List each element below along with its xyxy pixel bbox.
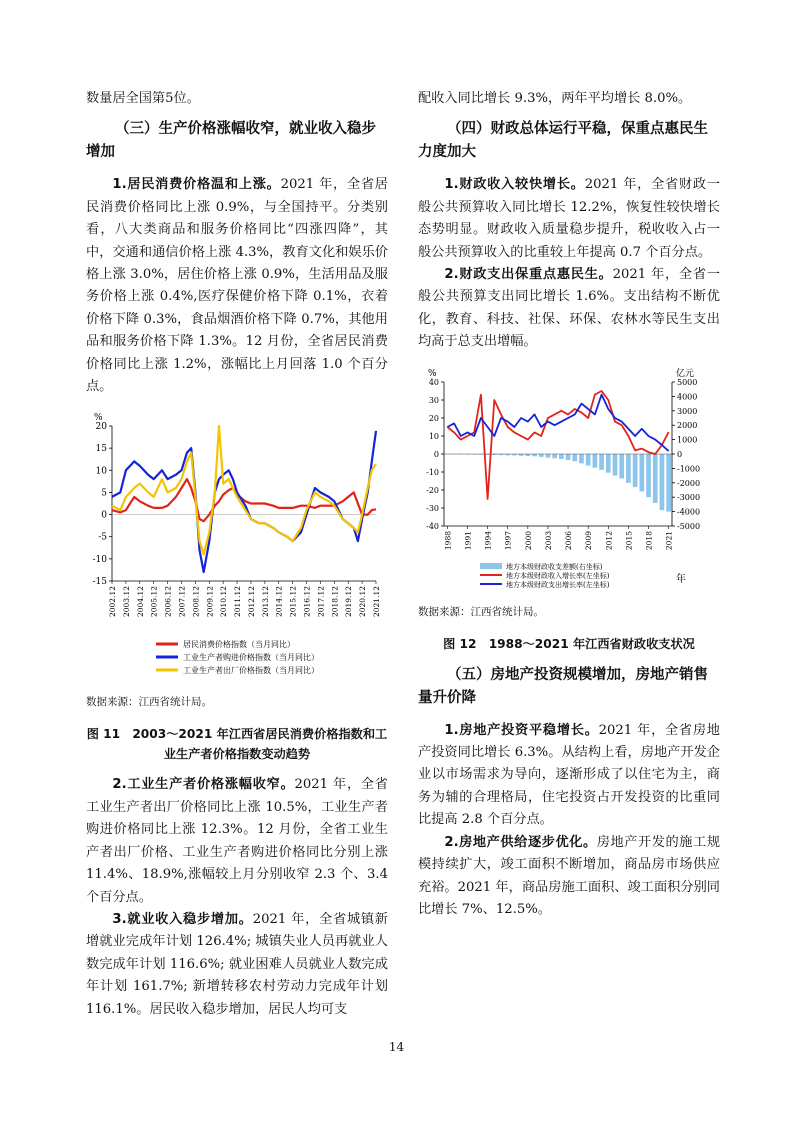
bar [633, 454, 638, 487]
x-tick-label: 2009.12 [205, 586, 215, 618]
paragraph-lead: 1.居民消费价格温和上涨。 [112, 177, 281, 193]
paragraph-body: 2021 年，全省一般公共预算支出同比增长 1.6%。支出结构不断优化，教育、科技、社保、环保、农林水等民生支出均高于总支出增幅。 [418, 267, 720, 350]
x-tick-label: 1994 [483, 530, 493, 550]
x-tick-label: 1988 [443, 530, 453, 550]
y-tick-label-left: -40 [426, 521, 439, 531]
bar [579, 454, 584, 463]
paragraph-body: 2021 年，全省城镇新增就业完成年计划 126.4%; 城镇失业人员再就业人数完成年计划 116.6%; 就业困难人员就业人数完成年计划 161.7%; 新增转移农村劳动力完成年计划 116.1%。居民收入稳步增加，居民人均可支 [86, 911, 388, 1017]
x-tick-label: 1997 [503, 530, 513, 550]
x-tick-label: 2016.12 [302, 586, 312, 618]
x-tick-label: 2021.12 [372, 586, 381, 618]
bar [606, 454, 611, 473]
paragraph-body: 2021 年，全省工业生产者出厂价格同比上涨 10.5%，工业生产者购进价格同比上涨 12.3%。12 月份，全省工业生产者出厂价格、工业生产者购进价格同比分别上涨 11.4%、18.9%,涨幅较上月分别收窄 2.3 个、3.4 个百分点。 [86, 777, 388, 905]
x-tick-label: 2003.12 [121, 586, 131, 618]
x-tick-label: 2006 [564, 530, 574, 550]
x-tick-label: 2000 [523, 530, 533, 550]
bar [660, 454, 665, 510]
series-line-3 [112, 426, 376, 554]
bar [613, 454, 618, 476]
paragraph-employment [86, 909, 388, 1021]
paragraph-body: 房地产开发的施工规模持续扩大，竣工面积不断增加，商品房市场供应充裕。2021 年，商品房施工面积、竣工面积分别同比增长 7%、12.5%。 [418, 834, 721, 917]
x-tick-label: 1991 [463, 530, 473, 550]
y-tick-label-right: 4000 [677, 392, 698, 402]
y-tick-label-left: -30 [426, 503, 439, 513]
y-tick-label-right: -2000 [677, 478, 701, 488]
bar [646, 454, 651, 497]
bar [619, 454, 624, 478]
x-tick-label: 2011.12 [233, 586, 243, 618]
figure-12-caption: 图 12 1988～2021 年江西省财政收支状况 [443, 636, 695, 651]
paragraph-body: 2021 年，全省财政一般公共预算收入同比增长 12.2%，恢复性较快增长态势明显。财政收入质量稳步提升，税收收入占一般公共预算收入的比重较上年提高 0.7 个百分点。 [418, 177, 720, 260]
paragraph-supply [418, 832, 720, 922]
bar [593, 454, 598, 468]
y-tick-label-right: 0 [677, 449, 683, 459]
y-tick-label: 5 [101, 488, 107, 499]
bar [552, 454, 557, 458]
y-tick-label-right: -5000 [677, 521, 701, 531]
x-axis-label: 年 [676, 573, 686, 585]
legend-label: 地方本级财政收支差额(右坐标) [506, 562, 603, 571]
figure-11-caption: 图 11 2003～2021 年江西省居民消费价格指数和工业生产者价格指数变动趋势 [86, 727, 388, 762]
y-tick-label: -5 [98, 533, 107, 544]
paragraph-lead: 2.房地产供给逐步优化。 [444, 834, 597, 850]
bar [559, 454, 564, 459]
bar [639, 454, 644, 491]
paragraph-lead: 1.房地产投资平稳增长。 [444, 722, 599, 738]
y-tick-label: 0 [101, 511, 107, 522]
paragraph-cpi [86, 174, 388, 398]
x-tick-label: 2002.12 [108, 586, 117, 618]
bar [566, 454, 571, 460]
y-tick-label-left: 30 [428, 395, 439, 405]
bar [586, 454, 591, 466]
y-tick-label: 15 [95, 444, 107, 455]
figure-11-chart [86, 406, 388, 688]
legend-label: 工业生产者出厂价格指数（当月同比） [183, 666, 319, 676]
y-tick-label-right: 2000 [677, 420, 698, 430]
x-tick-label: 2005.12 [149, 586, 159, 618]
x-tick-label: 2018.12 [330, 586, 340, 618]
section-heading-5: （五）房地产投资规模增加，房地产销售量升价降 [418, 666, 708, 706]
paragraph-expenditure [418, 264, 720, 354]
y-tick-label-right: -3000 [677, 492, 701, 502]
y-tick-label-left: -10 [426, 467, 439, 477]
paragraph-lead: 2.工业生产者价格涨幅收窄。 [112, 777, 295, 793]
x-tick-label: 2020.12 [358, 586, 368, 618]
left-column [86, 88, 388, 1021]
x-tick-label: 2018 [644, 530, 654, 550]
paragraph-ppi [86, 774, 388, 908]
x-tick-label: 2009 [584, 530, 594, 550]
x-tick-label: 2015.12 [288, 586, 298, 618]
bar [653, 454, 658, 503]
y-tick-label-left: 10 [428, 431, 439, 441]
bar [532, 454, 537, 456]
x-tick-label: 2012.12 [246, 586, 256, 618]
paragraph: 数量居全国第5位。 [86, 91, 200, 106]
bar [546, 454, 551, 458]
bar [666, 454, 671, 512]
section-heading-3: （三）生产价格涨幅收窄，就业收入稳步增加 [86, 121, 376, 161]
bar [626, 454, 631, 483]
x-tick-label: 2003 [543, 530, 553, 550]
y-tick-label-left: 0 [433, 449, 439, 459]
x-tick-label: 2019.12 [344, 586, 354, 618]
x-tick-label: 2021 [664, 530, 674, 550]
paragraph-body: 2021 年，全省房地产投资同比增长 6.3%。从结构上看，房地产开发企业以市场需求为导向，逐渐形成了以住宅为主，商务为辅的合理格局，住宅投资占开发投资的比重同比提高 2.8 个百分点。 [418, 722, 720, 828]
x-tick-label: 2004.12 [135, 586, 145, 618]
paragraph-lead: 2.财政支出保重点惠民生。 [444, 267, 613, 283]
bar [572, 454, 577, 461]
y-tick-label: -10 [92, 555, 107, 566]
x-tick-label: 2006.12 [163, 586, 173, 618]
section-heading-4: （四）财政总体运行平稳，保重点惠民生力度加大 [418, 121, 708, 161]
y-tick-label-right: 1000 [677, 435, 698, 445]
x-tick-label: 2015 [624, 530, 634, 550]
paragraph-revenue [418, 174, 720, 264]
right-column [418, 88, 720, 921]
paragraph-lead: 3.就业收入稳步增加。 [112, 911, 253, 927]
figure-12-source: 数据来源：江西省统计局。 [418, 605, 544, 618]
series-line-2 [112, 431, 376, 572]
legend-label: 地方本级财政收入增长率(左坐标) [506, 571, 610, 580]
y-tick-label-right: -4000 [677, 507, 701, 517]
legend-label: 工业生产者购进价格指数（当月同比） [183, 653, 319, 663]
paragraph-lead: 1.财政收入较快增长。 [444, 177, 585, 193]
y-tick-label-left: 40 [428, 377, 439, 387]
legend-label: 居民消费价格指数（当月同比） [183, 640, 295, 650]
bar [599, 454, 604, 470]
legend-swatch [480, 563, 502, 569]
y-axis-label-left: % [428, 368, 437, 379]
x-tick-label: 2014.12 [274, 586, 284, 618]
figure-11-source: 数据来源：江西省统计局。 [86, 696, 212, 709]
x-tick-label: 2013.12 [260, 586, 270, 618]
paragraph-investment [418, 720, 720, 832]
y-tick-label: 20 [95, 422, 107, 433]
bar [525, 454, 530, 456]
x-tick-label: 2008.12 [191, 586, 201, 618]
y-tick-label: 10 [95, 466, 107, 477]
paragraph-body: 2021 年，全省居民消费价格同比上涨 0.9%，与全国持平。分类别看，八大类商品和服务价格同比“四涨四降”，其中，交通和通信价格上涨 4.3%，教育文化和娱乐价格上涨 3.0%，居住价格上涨 0.9%，生活用品及服务价格上涨 0.4%,医疗保健价格下降 0.1%，衣着价格下降 0.3%，食品烟酒价格下降 0.7%，其他用品和服务价格下降 1.3%。12 月份，全省居民消费价格同比上涨 1.2%，涨幅比上月回落 1.0 个百分点。 [86, 177, 388, 395]
x-tick-label: 2012 [604, 530, 614, 550]
y-tick-label-right: 5000 [677, 377, 698, 387]
y-tick-label-right: 3000 [677, 406, 698, 416]
y-axis-label: % [94, 413, 103, 424]
page-number: 14 [388, 1040, 405, 1054]
y-tick-label: -15 [92, 577, 107, 588]
fiscal-chart [418, 362, 720, 594]
y-tick-label-right: -1000 [677, 464, 701, 474]
y-tick-label-left: 20 [428, 413, 439, 423]
y-tick-label-left: -20 [426, 485, 439, 495]
price-index-chart [86, 406, 388, 684]
x-tick-label: 2010.12 [219, 586, 229, 618]
legend-label: 地方本级财政支出增长率(左坐标) [506, 580, 610, 589]
figure-12-chart [418, 362, 720, 598]
bar [539, 454, 544, 457]
x-tick-label: 2007.12 [177, 586, 187, 618]
x-tick-label: 2017.12 [316, 586, 326, 618]
paragraph: 配收入同比增长 9.3%，两年平均增长 8.0%。 [418, 91, 692, 106]
series-line-1 [112, 480, 376, 522]
y-axis-label-right: 亿元 [676, 368, 695, 379]
